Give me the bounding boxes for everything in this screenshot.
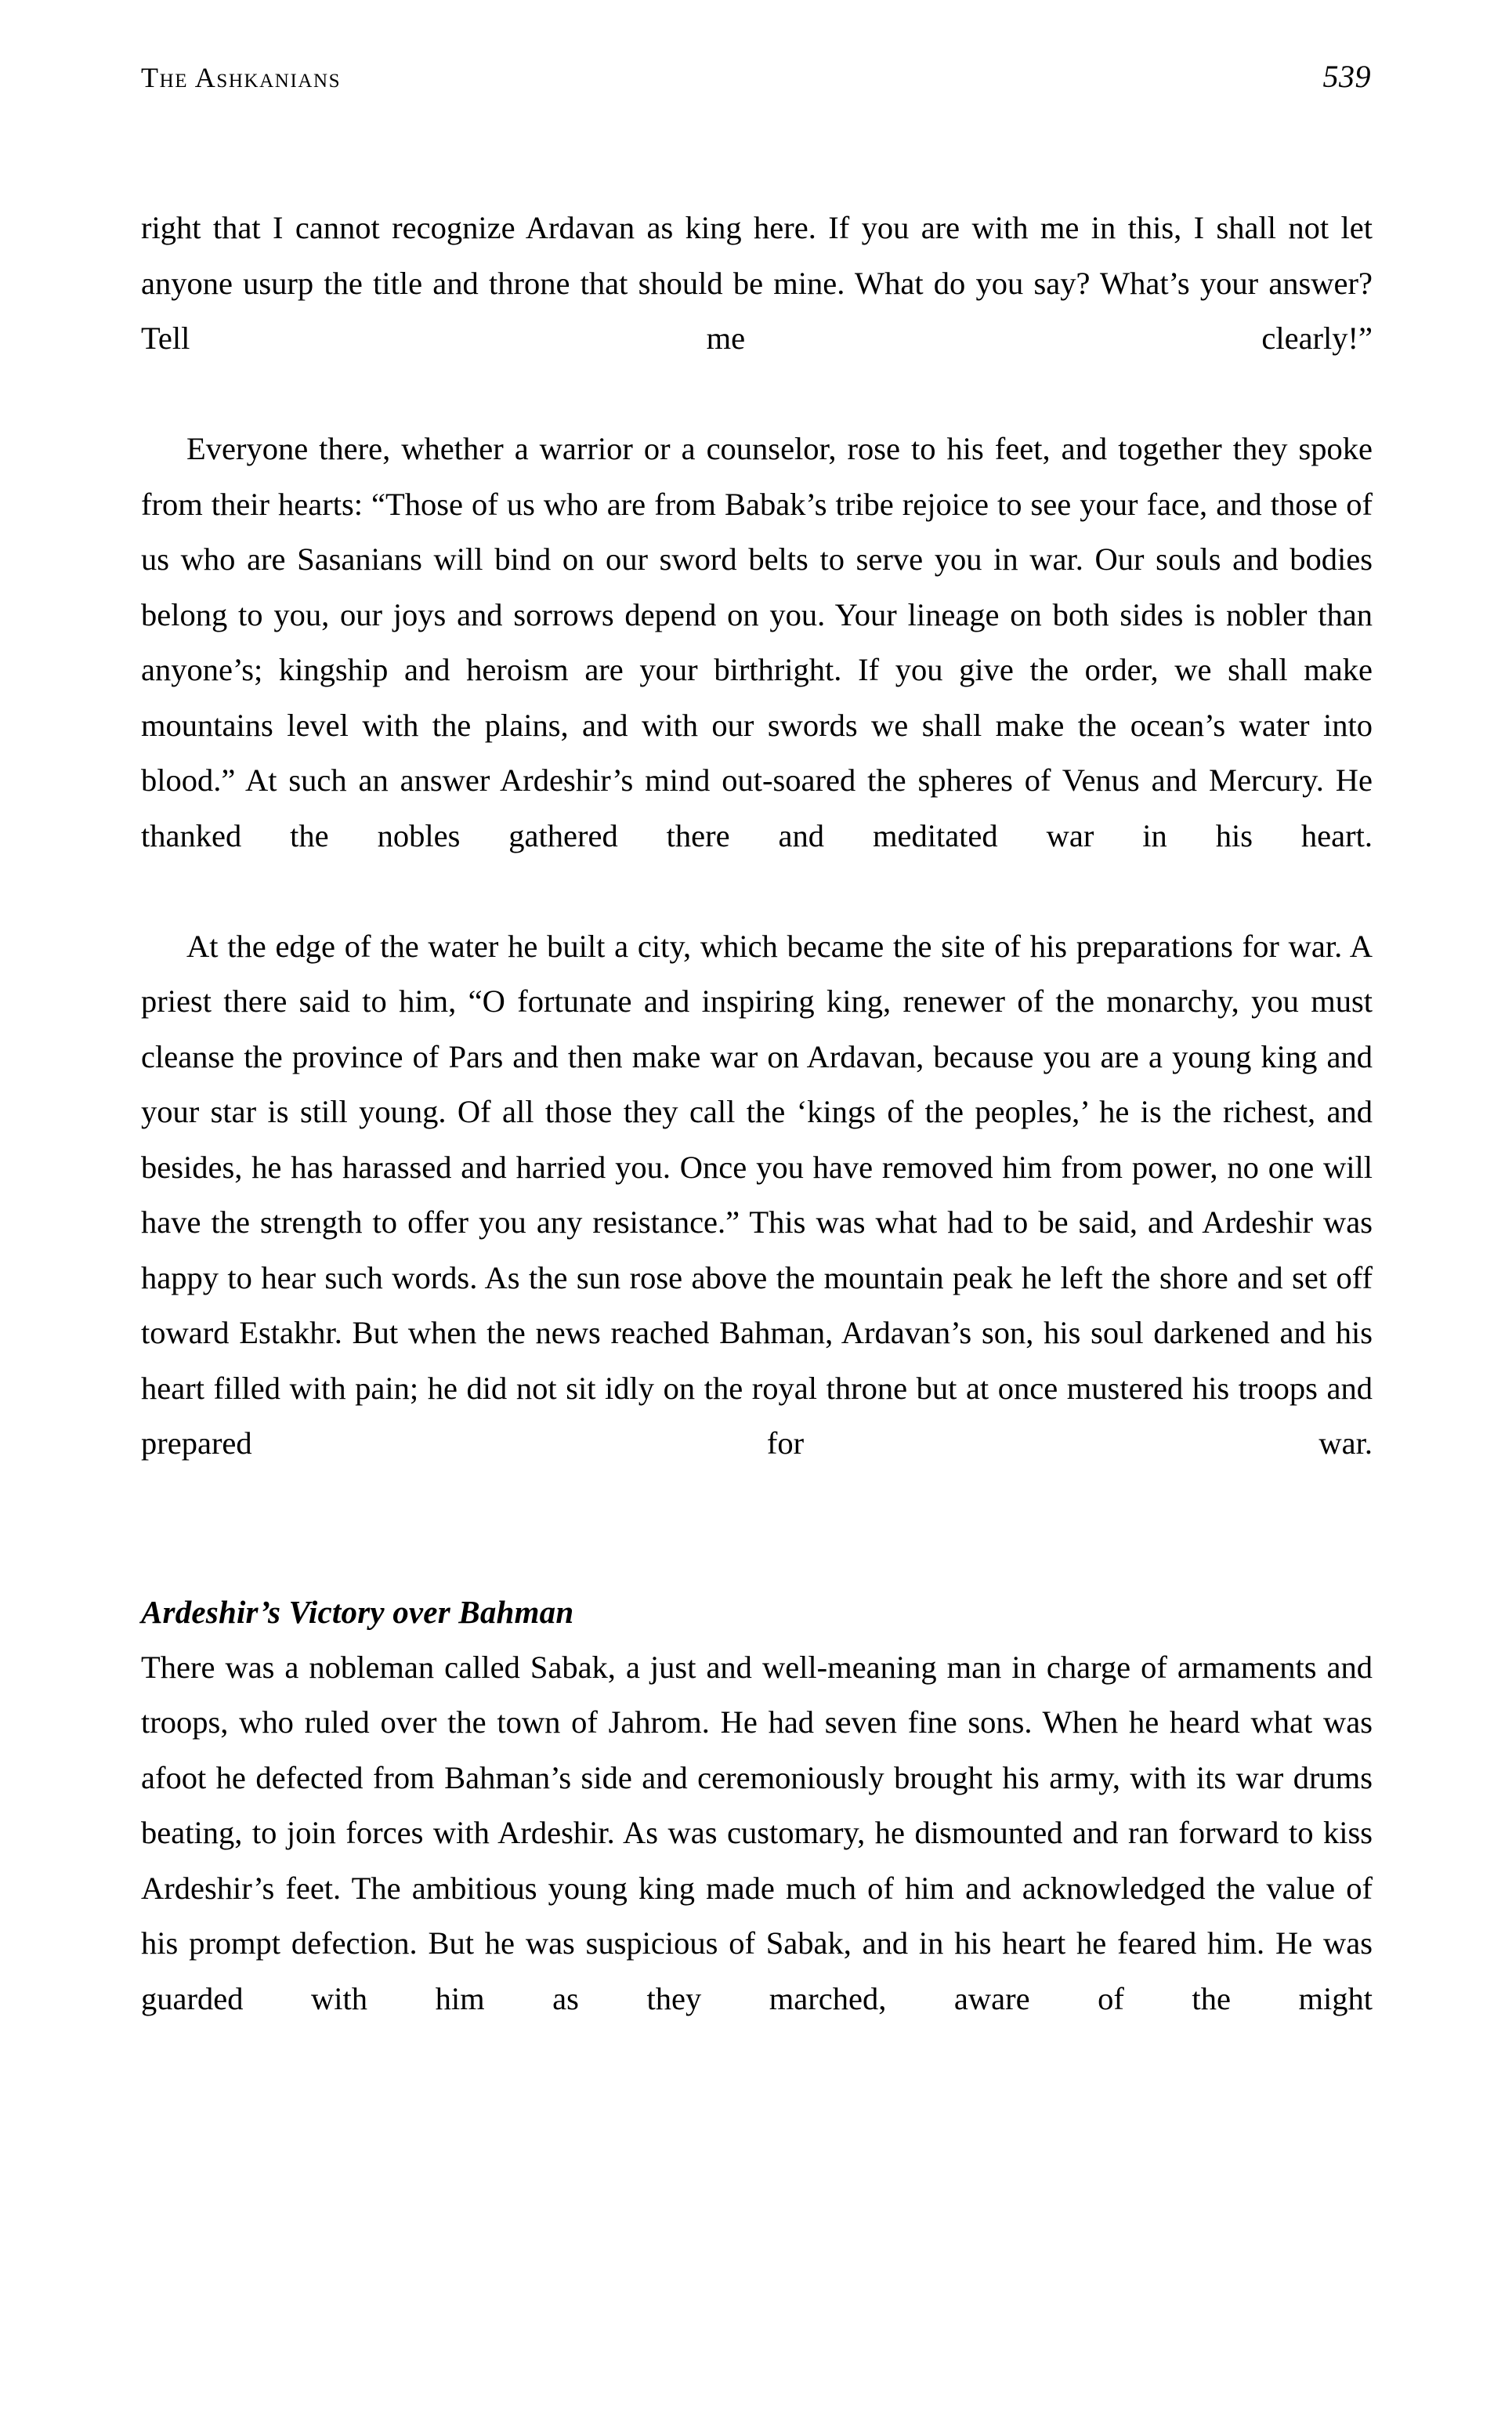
page-number: 539 (1322, 59, 1371, 94)
running-head (141, 61, 1371, 108)
section-spacer (141, 1527, 1373, 1585)
paragraph: At the edge of the water he built a city, which became the site of his preparations for war. A priest there said to him, “O fortunate and inspiring king, renewer of the monarchy, you must cleanse the province of Pars and then make war on Ardavan, because you are a young king and your star is still young. Of all those they call the ‘kings of the peoples,’ he is the richest, and besides, he has harassed and harried you. Once you have removed him from power, no one will have the strength to offer you any resistance.” This was what had to be said, and Ardeshir was happy to hear such words. As the sun rose above the mountain peak he left the shore and set off toward Estakhr. But when the news reached Bahman, Ardavan’s son, his soul darkened and his heart filled with pain; he did not sit idly on the royal throne but at once mustered his troops and prepared for war. (141, 928, 1373, 1461)
section-heading: Ardeshir’s Victory over Bahman (141, 1594, 574, 1630)
running-head-title: The Ashkanians (141, 62, 342, 93)
text-block (141, 201, 1373, 2082)
paragraph: There was a nobleman called Sabak, a just and well-meaning man in charge of armaments and troops, who ruled over the town of Jahrom. He had seven fine sons. When he heard what was afoot he defected from Bahman’s side and ceremoniously brought his army, with its war drums beating, to join forces with Ardeshir. As was customary, he dismounted and ran forward to kiss Ardeshir’s feet. The ambitious young king made much of him and acknowledged the value of his prompt defection. But he was suspicious of Sabak, and in his heart he feared him. He was guarded with him as they marched, aware of the might (141, 1649, 1373, 2016)
paragraph: Everyone there, whether a warrior or a counselor, rose to his feet, and together they spoke from their hearts: “Those of us who are from Babak’s tribe rejoice to see your face, and those of us who are Sasanians will bind on our sword belts to serve you in war. Our souls and bodies belong to you, our joys and sorrows depend on you. Your lineage on both sides is nobler than anyone’s; kingship and heroism are your birthright. If you give the order, we shall make mountains level with the plains, and with our swords we shall make the ocean’s water into blood.” At such an answer Ardeshir’s mind out-soared the spheres of Venus and Mercury. He thanked the nobles gathered there and meditated war in his heart. (141, 431, 1373, 853)
paragraph-continuation: right that I cannot recognize Ardavan as king here. If you are with me in this, I shall not let anyone usurp the title and throne that should be mine. What do you say? What’s your answer? Tell me clearly!” (141, 210, 1373, 356)
